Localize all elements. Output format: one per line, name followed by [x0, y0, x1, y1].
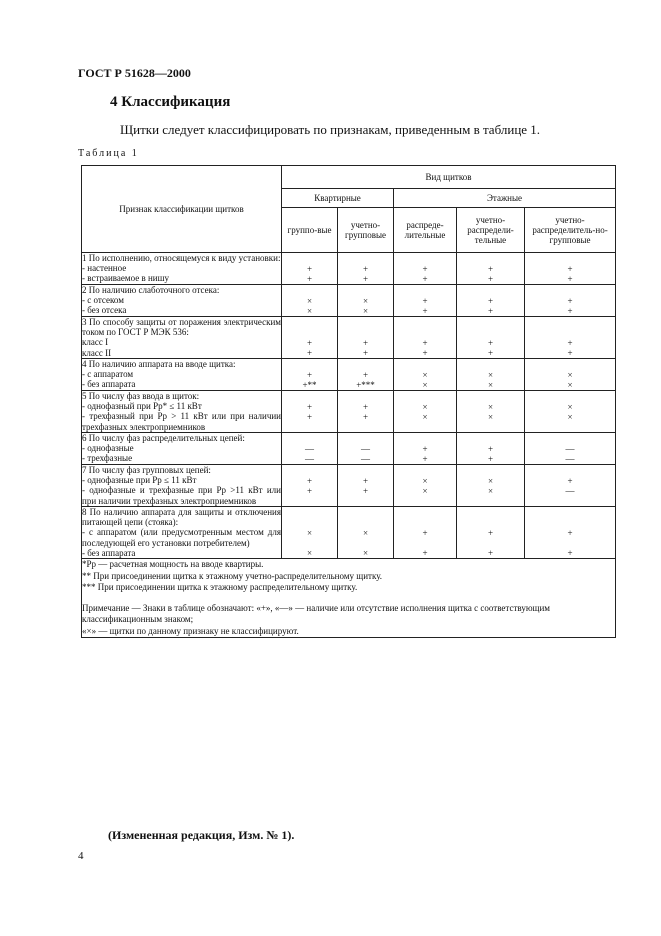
feature-cell [82, 465, 282, 507]
marks-cell [282, 253, 338, 285]
mark: + [362, 412, 369, 422]
mark: + [306, 412, 313, 422]
note-1: *Рр — расчетная мощность на вводе квартиры. [82, 559, 264, 570]
feature-option: - без аппарата [82, 547, 136, 558]
header-group-apartment: Квартирные [282, 189, 394, 208]
mark: × [422, 412, 428, 422]
mark: — [565, 444, 575, 454]
mark: × [487, 476, 494, 486]
mark: + [567, 476, 573, 486]
feature-heading: 4 По наличию аппарата на вводе щитка: [82, 359, 236, 369]
feature-option: - без аппарата [82, 379, 136, 390]
marks-cell [457, 253, 525, 285]
feature-option: - трехфазные [82, 453, 133, 464]
mark: × [422, 486, 428, 496]
marks-cell [525, 391, 616, 433]
mark: × [362, 306, 369, 316]
feature-heading: 7 По числу фаз групповых цепей: [82, 465, 211, 475]
table-body [82, 253, 616, 559]
mark: + [567, 338, 573, 348]
change-note: (Измененная редакция, Изм. № 1). [108, 828, 295, 842]
feature-option: - с отсеком [82, 295, 124, 306]
mark: + [306, 348, 313, 358]
mark: + [567, 548, 573, 558]
mark: + [422, 338, 428, 348]
feature-option: - однофазные и трехфазные при Рр >11 кВт или при наличии трехфазных электроприемников [82, 485, 281, 506]
header-sub-1: учетно-групповые [338, 208, 394, 253]
feature-heading: 1 По исполнению, относящемуся к виду установки: [82, 253, 281, 263]
feature-cell [82, 285, 282, 317]
header-feature: Признак классификации щитков [82, 166, 282, 253]
mark: + [487, 338, 494, 348]
mark: + [567, 348, 573, 358]
feature-heading: 6 По числу фаз распределительных цепей: [82, 433, 245, 443]
feature-heading: 2 По наличию слаботочного отсека: [82, 285, 220, 295]
mark: — [565, 486, 575, 496]
mark: + [362, 402, 369, 412]
mark: + [362, 264, 369, 274]
feature-option: - однофазные [82, 443, 134, 454]
mark: + [487, 296, 494, 306]
marks-cell [338, 391, 394, 433]
mark: + [422, 296, 428, 306]
feature-cell [82, 317, 282, 359]
marks-cell [338, 359, 394, 391]
mark: × [362, 528, 369, 538]
feature-option: - с аппаратом [82, 369, 134, 380]
mark: + [487, 264, 494, 274]
table-row [82, 317, 616, 359]
mark: + [487, 444, 494, 454]
marks-cell [394, 433, 457, 465]
table-row [82, 253, 616, 285]
feature-option: - однофазный при Рр* ≤ 11 кВт [82, 401, 202, 412]
marks-cell [282, 317, 338, 359]
mark: — [565, 454, 575, 464]
table-row [82, 507, 616, 559]
mark: + [422, 348, 428, 358]
page-number: 4 [78, 850, 84, 862]
mark: × [362, 548, 369, 558]
header-sub-3: учетно-распредели-тельные [457, 208, 525, 253]
mark: × [422, 370, 428, 380]
marks-cell [394, 359, 457, 391]
mark: +** [302, 380, 317, 390]
mark: × [306, 296, 313, 306]
marks-cell [338, 253, 394, 285]
feature-option: - встраиваемое в нишу [82, 273, 170, 284]
feature-option: - трехфазный при Рр > 11 кВт или при наличии трехфазных электроприемников [82, 411, 281, 432]
intro-paragraph: Щитки следует классифицировать по признакам, приведенным в таблице 1. [120, 122, 541, 137]
marks-cell [525, 507, 616, 559]
marks-cell [457, 433, 525, 465]
table-row [82, 359, 616, 391]
feature-option: класс II [82, 347, 112, 358]
mark: × [567, 402, 573, 412]
mark: + [362, 338, 369, 348]
mark: + [567, 306, 573, 316]
feature-option: - с аппаратом (или предусмотренным местом для последующей его установки потребителем) [82, 527, 281, 548]
header-sub-4: учетно-распределитель-но-групповые [525, 208, 616, 253]
marks-cell [338, 433, 394, 465]
mark: + [422, 454, 428, 464]
table-row [82, 433, 616, 465]
marks-cell [525, 465, 616, 507]
marks-cell [525, 359, 616, 391]
marks-cell [457, 359, 525, 391]
mark: + [306, 264, 313, 274]
mark: + [567, 264, 573, 274]
marks-cell [282, 507, 338, 559]
marks-cell [457, 465, 525, 507]
mark: + [567, 528, 573, 538]
mark: + [422, 528, 428, 538]
feature-option: - однофазные при Рр ≤ 11 кВт [82, 475, 197, 486]
marks-cell [457, 391, 525, 433]
mark: + [487, 548, 494, 558]
mark: + [362, 348, 369, 358]
marks-cell [394, 507, 457, 559]
mark: + [422, 274, 428, 284]
mark: + [306, 402, 313, 412]
marks-cell [282, 433, 338, 465]
marks-cell [394, 285, 457, 317]
mark: × [487, 380, 494, 390]
mark: × [487, 412, 494, 422]
header-group-floor: Этажные [394, 189, 616, 208]
mark: +*** [356, 380, 375, 390]
mark: + [487, 528, 494, 538]
marks-cell [457, 285, 525, 317]
mark: × [487, 402, 494, 412]
table-row [82, 391, 616, 433]
mark: + [422, 444, 428, 454]
marks-cell [394, 317, 457, 359]
mark: — [361, 454, 370, 464]
mark: × [306, 306, 313, 316]
feature-heading: 5 По числу фаз ввода в щиток: [82, 391, 200, 401]
mark: + [306, 476, 313, 486]
marks-cell [338, 285, 394, 317]
header-sub-0: группо-вые [282, 208, 338, 253]
marks-cell [525, 253, 616, 285]
mark: + [487, 306, 494, 316]
mark: + [487, 274, 494, 284]
mark: × [567, 380, 573, 390]
mark: × [306, 548, 313, 558]
feature-heading: 3 По способу защиты от поражения электрическим током по ГОСТ Р МЭК 536: [82, 317, 281, 338]
mark: + [567, 296, 573, 306]
marks-cell [282, 359, 338, 391]
marks-cell [282, 391, 338, 433]
mark: + [362, 476, 369, 486]
mark: + [306, 370, 313, 380]
mark: × [567, 370, 573, 380]
marks-cell [338, 465, 394, 507]
remark-line-1: Примечание — Знаки в таблице обозначают: «+», «—» — наличие или отсутствие исполнения щитка с соответствующим классификационным знаком; [82, 602, 550, 625]
feature-cell [82, 253, 282, 285]
feature-heading: 8 По наличию аппарата для защиты и отключения питающей цепи (стояка): [82, 507, 281, 528]
mark: — [305, 454, 314, 464]
mark: + [362, 370, 369, 380]
note-2: ** При присоединении щитка к этажному учетно-распределительному щитку. [82, 570, 383, 581]
marks-cell [394, 391, 457, 433]
header-sub-2: распреде-лительные [394, 208, 457, 253]
mark: × [567, 412, 573, 422]
marks-cell [282, 465, 338, 507]
marks-cell [525, 317, 616, 359]
mark: + [422, 548, 428, 558]
mark: + [362, 274, 369, 284]
note-3: *** При присоединении щитка к этажному распределительному щитку. [82, 582, 358, 593]
table-notes [82, 559, 616, 638]
mark: × [422, 402, 428, 412]
mark: — [305, 444, 314, 454]
feature-option: - без отсека [82, 305, 127, 316]
marks-cell [525, 433, 616, 465]
feature-cell [82, 433, 282, 465]
marks-cell [394, 253, 457, 285]
mark: + [362, 486, 369, 496]
mark: × [422, 380, 428, 390]
mark: + [422, 264, 428, 274]
mark: + [567, 274, 573, 284]
marks-cell [394, 465, 457, 507]
table-row [82, 465, 616, 507]
marks-cell [457, 507, 525, 559]
mark: × [306, 528, 313, 538]
table-row [82, 285, 616, 317]
mark: + [306, 338, 313, 348]
mark: + [487, 348, 494, 358]
feature-option: - настенное [82, 263, 127, 274]
mark: + [306, 486, 313, 496]
feature-cell [82, 391, 282, 433]
marks-cell [338, 507, 394, 559]
section-title: 4 Классификация [110, 94, 231, 110]
feature-option: класс I [82, 337, 109, 348]
mark: × [487, 486, 494, 496]
remark-line-2: «×» — щитки по данному признаку не классифицируют. [82, 625, 299, 636]
mark: + [487, 454, 494, 464]
classification-table [81, 165, 616, 638]
feature-cell [82, 507, 282, 559]
header-type: Вид щитков [282, 166, 616, 189]
mark: × [362, 296, 369, 306]
mark: — [361, 444, 370, 454]
feature-cell [82, 359, 282, 391]
mark: × [487, 370, 494, 380]
marks-cell [338, 317, 394, 359]
marks-cell [282, 285, 338, 317]
mark: + [306, 274, 313, 284]
marks-cell [457, 317, 525, 359]
table-label: Таблица 1 [78, 148, 139, 159]
mark: × [422, 476, 428, 486]
standard-number: ГОСТ Р 51628—2000 [78, 66, 191, 80]
mark: + [422, 306, 428, 316]
marks-cell [525, 285, 616, 317]
